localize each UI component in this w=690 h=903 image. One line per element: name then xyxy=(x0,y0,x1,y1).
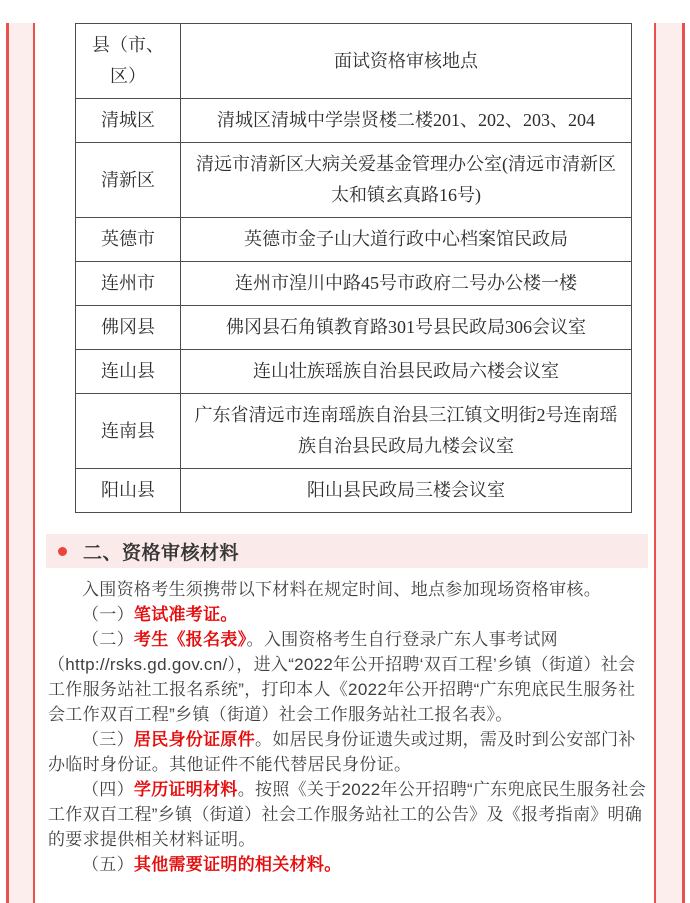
county-cell: 清城区 xyxy=(76,99,181,143)
item-prefix: （三） xyxy=(82,730,134,749)
county-cell: 连州市 xyxy=(76,262,181,306)
county-cell: 清新区 xyxy=(76,143,181,218)
material-item-4 xyxy=(48,777,648,852)
item-highlight: 笔试准考证。 xyxy=(133,605,238,624)
left-frame-decoration xyxy=(6,23,35,903)
location-cell: 阳山县民政局三楼会议室 xyxy=(181,469,632,513)
column-header-location: 面试资格审核地点 xyxy=(181,24,632,99)
county-cell: 佛冈县 xyxy=(76,306,181,350)
location-cell: 清远市清新区大病关爱基金管理办公室(清远市清新区太和镇玄真路16号) xyxy=(181,143,632,218)
table-row xyxy=(76,262,632,306)
location-cell: 英德市金子山大道行政中心档案馆民政局 xyxy=(181,218,632,262)
item-highlight: 其他需要证明的相关材料。 xyxy=(133,855,342,874)
item-prefix: （二） xyxy=(82,630,134,649)
item-highlight: 考生《报名表》 xyxy=(133,630,247,649)
table-row xyxy=(76,350,632,394)
article-body xyxy=(48,577,648,877)
item-highlight: 居民身份证原件 xyxy=(133,730,256,749)
item-prefix: （四） xyxy=(82,780,134,799)
review-location-table xyxy=(75,23,632,513)
right-frame-decoration xyxy=(654,23,685,903)
table-row xyxy=(76,306,632,350)
table-header-row xyxy=(76,24,632,99)
item-prefix: （一） xyxy=(82,605,134,624)
location-cell: 连州市湟川中路45号市政府二号办公楼一楼 xyxy=(181,262,632,306)
location-cell: 连山壮族瑶族自治县民政局六楼会议室 xyxy=(181,350,632,394)
item-rest: 。如居民身份证遗失或过期，需及时到公安部门补办临时身份证。其他证件不能代替居民身份证。 xyxy=(48,730,636,774)
county-cell: 英德市 xyxy=(76,218,181,262)
table-row xyxy=(76,218,632,262)
intro-paragraph: 入围资格考生须携带以下材料在规定时间、地点参加现场资格审核。 xyxy=(82,580,601,599)
material-item-2 xyxy=(48,627,648,727)
material-item-1 xyxy=(48,602,648,627)
table-row xyxy=(76,394,632,469)
table-row xyxy=(76,143,632,218)
location-cell: 佛冈县石角镇教育路301号县民政局306会议室 xyxy=(181,306,632,350)
location-cell: 广东省清远市连南瑶族自治县三江镇文明街2号连南瑶族自治县民政局九楼会议室 xyxy=(181,394,632,469)
column-header-county: 县（市、区） xyxy=(76,24,181,99)
table-row xyxy=(76,99,632,143)
article-page xyxy=(0,23,690,877)
county-cell: 连南县 xyxy=(76,394,181,469)
table-row xyxy=(76,469,632,513)
section-title: 二、资格审核材料 xyxy=(83,542,240,564)
material-item-5 xyxy=(48,852,648,877)
item-highlight: 学历证明材料 xyxy=(133,780,238,799)
item-rest: 。按照《关于2022年公开招聘“广东兜底民生服务社会工作双百工程”乡镇（街道）社会工作服务站社工的公告》及《报考指南》明确的要求提供相关材料证明。 xyxy=(48,780,646,849)
county-cell: 阳山县 xyxy=(76,469,181,513)
county-cell: 连山县 xyxy=(76,350,181,394)
item-rest: 。入围资格考生自行登录广东人事考试网（http://rsks.gd.gov.cn/），进入“2022年公开招聘‘双百工程’乡镇（街道）社会工作服务站社工报名系统”，打印本人《2022年公开招聘“广东兜底民生服务社会工作双百工程”乡镇（街道）社会工作服务站社工报名表》。 xyxy=(48,630,636,724)
material-item-3 xyxy=(48,727,648,777)
location-cell: 清城区清城中学崇贤楼二楼201、202、203、204 xyxy=(181,99,632,143)
item-prefix: （五） xyxy=(82,855,134,874)
section-heading-band xyxy=(46,534,648,568)
bullet-icon xyxy=(58,547,67,556)
